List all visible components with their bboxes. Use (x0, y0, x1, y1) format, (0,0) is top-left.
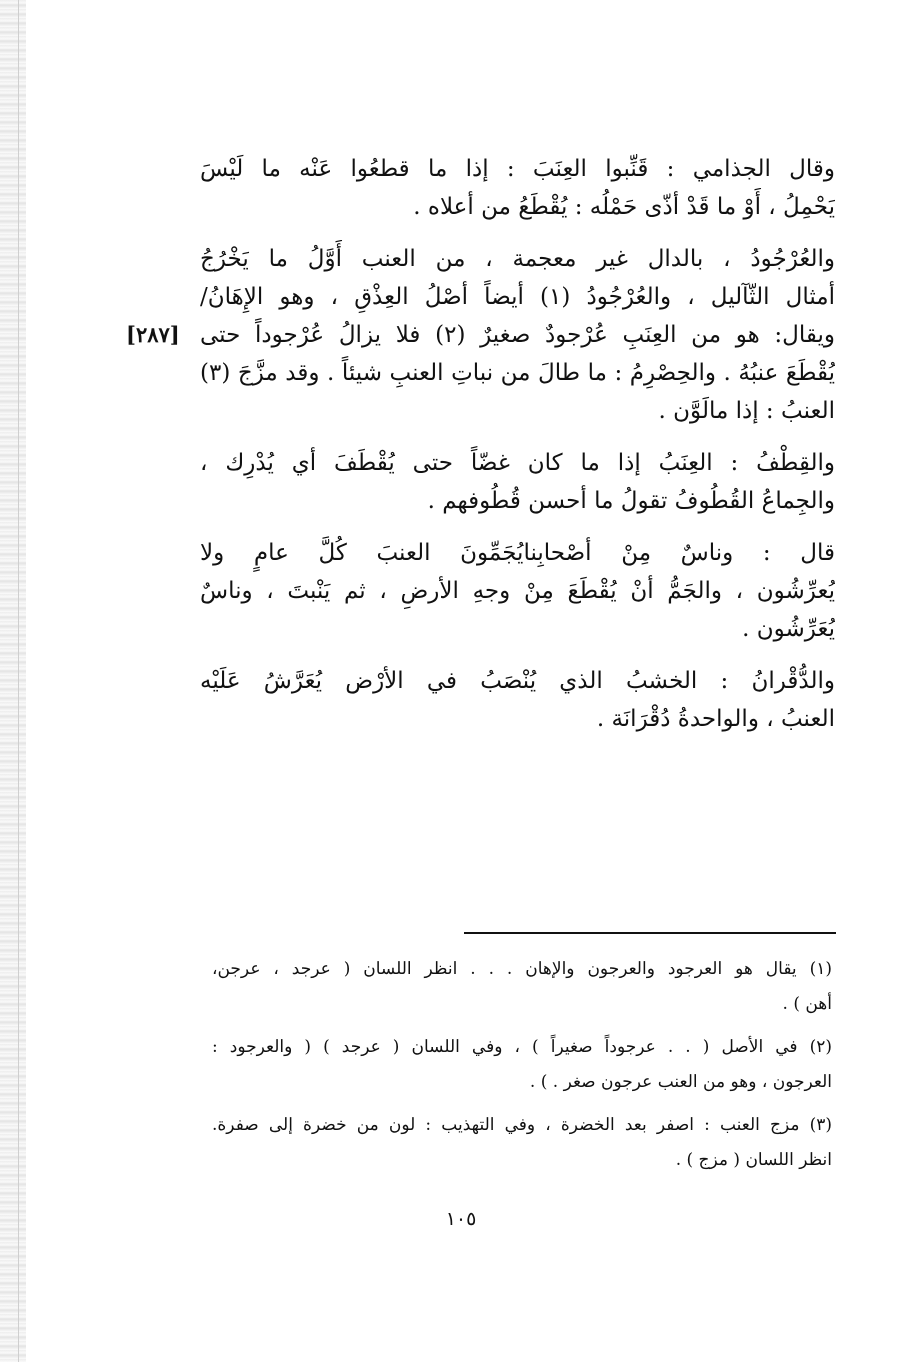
binding-edge (0, 0, 26, 1362)
footnotes (212, 952, 832, 1186)
text-line: وقال الجذامي : قَنِّبوا العِنَبَ : إذا ما قطعُوا عَنْه ما لَيْسَ (200, 156, 835, 182)
paragraph (200, 534, 835, 648)
footnote-line: أهن ) . (782, 994, 832, 1014)
footnote (212, 1108, 832, 1178)
text-line: يُعرِّشُون ، والجَمُّ أنْ يُقْطَعَ مِنْ وجهِ الأرضِ ، ثم يَنْبتَ ، وناسٌ (200, 578, 835, 604)
margin-reference: [٢٨٧] (126, 322, 180, 347)
paragraph (200, 240, 835, 430)
page-number: ١٠٥ (445, 1208, 477, 1230)
text-line: العنبُ ، والواحدةُ دُقْرَانَة . (596, 706, 835, 732)
text-line: يُعَرِّشُون . (742, 616, 835, 642)
text-line: والجِماعُ القُطُوفُ تقولُ ما أحسن قُطُوفهم . (427, 488, 835, 514)
text-line: والدُّقْرانُ : الخشبُ الذي يُنْصَبُ في الأرْض يُعَرَّشُ عَلَيْه (200, 668, 835, 694)
text-line: أمثال الثّآليل ، والعُرْجُودُ (١) أيضاً أصْلُ العِذْقِ ، وهو الإِهَانُ/ (200, 284, 835, 310)
footnote-separator (464, 932, 836, 934)
binding-line (18, 0, 19, 1362)
paragraph (200, 444, 835, 520)
text-line: يَحْمِلُ ، أَوْ ما قَدْ أذّى حَمْلُه : يُقْطَعُ من أعلاه . (413, 194, 835, 220)
paragraph (200, 150, 835, 226)
footnote (212, 952, 832, 1022)
footnote-line: (١) يقال هو العرجود والعرجون والإهان . . . انظر اللسان ( عرجد ، عرجن، (212, 959, 832, 979)
text-line: يُقْطَعَ عنبُهُ . والحِصْرِمُ : ما طالَ من نباتِ العنبِ شيئاً . وقد مزَّجَ (٣) (200, 360, 835, 386)
footnote (212, 1030, 832, 1100)
text-line: قال : وناسٌ مِنْ أصْحابِنايُجَمِّونَ العنبَ كُلَّ عامٍ ولا (200, 540, 835, 566)
footnote-line: (٢) في الأصل ( . . عرجوداً صغيراً ) ، وفي اللسان ( عرجد ) ( والعرجود : (212, 1037, 832, 1057)
body-text (200, 150, 835, 752)
text-line: العنبُ : إذا مالَوَّن . (658, 398, 835, 424)
footnote-line: (٣) مزج العنب : اصفر بعد الخضرة ، وفي التهذيب : لون من خضرة إلى صفرة. (212, 1115, 832, 1135)
text-line: ويقال: هو من العِنَبِ عُرْجودٌ صغيرٌ (٢) فلا يزالُ عُرْجوداً حتى (200, 322, 835, 348)
paragraph (200, 662, 835, 738)
text-line: والقِطْفُ : العِنَبُ إذا ما كان غضّاً حتى يُقْطَفَ أي يُدْرِك ، (200, 450, 835, 476)
footnote-line: العرجون ، وهو من العنب عرجون صغر . ) . (529, 1072, 832, 1092)
text-line: والعُرْجُودُ ، بالدال غير معجمة ، من العنب أَوَّلُ ما يَخْرُجُ (200, 246, 835, 272)
footnote-line: انظر اللسان ( مزج ) . (675, 1150, 832, 1170)
